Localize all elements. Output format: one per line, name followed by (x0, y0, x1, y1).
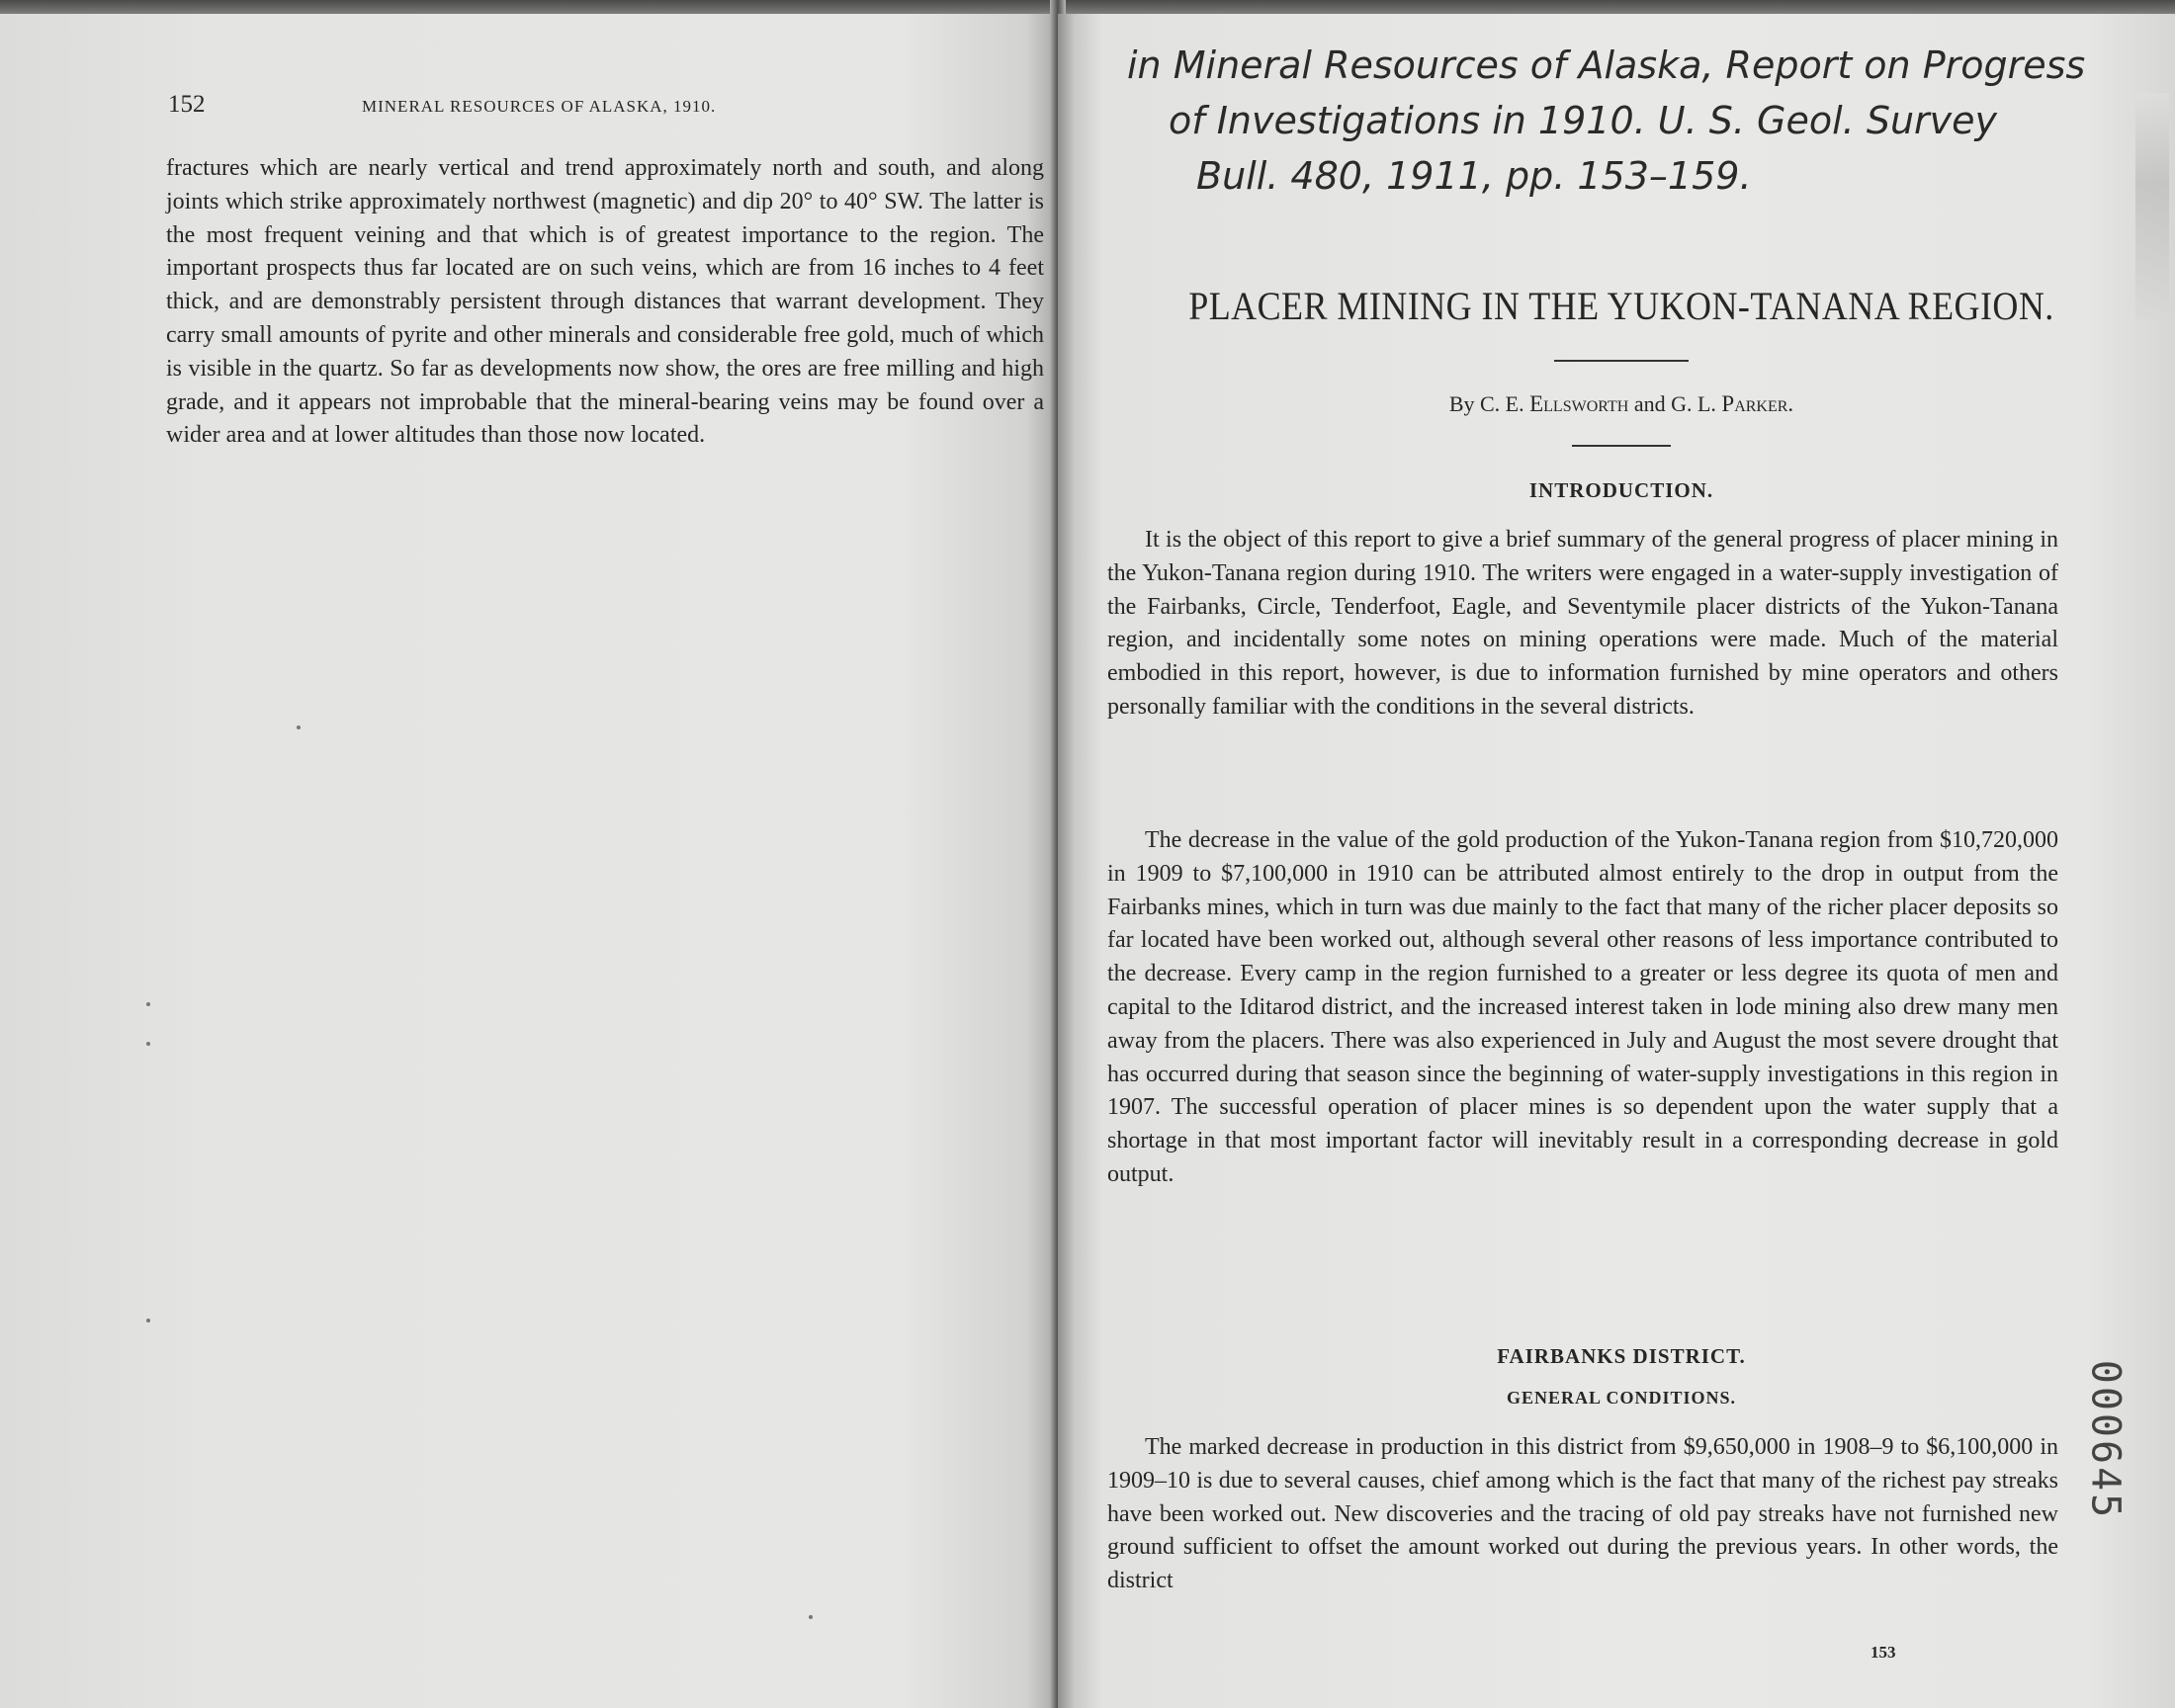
byline-joiner: and G. L. (1633, 391, 1716, 416)
handwritten-note-line-3: Bull. 480, 1911, pp. 153–159. (1196, 154, 1752, 198)
author-parker: Parker. (1721, 391, 1794, 416)
scan-speck (146, 1002, 150, 1006)
right-page (1058, 14, 2175, 1708)
scan-speck (146, 1042, 150, 1046)
fairbanks-district-heading: FAIRBANKS DISTRICT. (1497, 1344, 1746, 1368)
introduction-heading: INTRODUCTION. (1528, 478, 1714, 502)
left-page (0, 14, 1058, 1708)
byline-rule (1572, 445, 1671, 447)
handwritten-note-line-2: of Investigations in 1910. U. S. Geol. Survey (1169, 99, 1998, 142)
general-conditions-heading: GENERAL CONDITIONS. (1506, 1388, 1737, 1408)
left-running-head (168, 91, 890, 130)
stamp-number-text: 000645 (2082, 1359, 2129, 1521)
title-rule (1554, 360, 1689, 362)
scan-speck (809, 1615, 813, 1619)
left-continuation-paragraph: fractures which are nearly vertical and trend approximately north and south, and along joints which strike approximately northwest (magnetic) and dip 20° to 40° SW. The latter is the most frequent veining and that which is of greatest importance to the region. The important prospects thus far located are on such veins, which are from 16 inches to 4 feet thick, and are demonstrably persistent through distances that warrant development. They carry small amounts of pyrite and other minerals and considerable free gold, much of which is visible in the quartz. So far as developments now show, the ores are free milling and high grade, and it appears not improbable that the mineral-bearing veins may be found over a wider area and at lower altitudes than those now located. (166, 155, 1044, 449)
byline-prefix: By C. E. (1448, 391, 1524, 416)
district-paragraph: The marked decrease in production in this district from $9,650,000 in 1908–9 to $6,100,000 in 1909–10 is due to several causes, chief among which is the fact that many of the richest pay streaks have been worked out. New discoveries and the tracing of old pay streaks have not furnished new ground sufficient to offset the amount worked out during the previous years. In other words, the district (1107, 1434, 2058, 1594)
byline (1127, 391, 2116, 417)
article-title: PLACER MINING IN THE YUKON-TANANA REGION. (1188, 284, 2054, 328)
scan-edge-mark (2135, 93, 2169, 320)
intro-paragraph-2: The decrease in the value of the gold production of the Yukon-Tanana region from $10,720,000 in 1909 to $7,100,000 in 1910 can be attributed almost entirely to the drop in output from the Fairbanks mines, which in turn was due mainly to the fact that many of the richer placer deposits so far located have been worked out, although several other reasons of less importance contributed to the decrease. Every camp in the region furnished to a greater or less degree its quota of men and capital to the Iditarod district, and the increased interest taken in lode mining also drew many men away from the placers. There was also experienced in July and August the most severe drought that has occurred during that season since the beginning of water-supply investigations in this region in 1907. The successful operation of placer mines is so dependent upon the water supply that a shortage in that most important factor will inevitably result in a corresponding decrease in gold output. (1107, 827, 2058, 1187)
left-page-number: 152 (168, 91, 206, 118)
scan-speck (297, 726, 301, 729)
intro-paragraph-1: It is the object of this report to give a brief summary of the general progress of placer mining in the Yukon-Tanana region during 1910. The writers were engaged in a water-supply investigation of the Fairbanks, Circle, Tenderfoot, Eagle, and Seventymile placer districts of the Yukon-Tanana region, and incidentally some notes on mining operations were made. Much of the material embodied in this report, however, is due to information furnished by mine operators and others personally familiar with the conditions in the several districts. (1107, 527, 2058, 720)
handwritten-note-line-1: in Mineral Resources of Alaska, Report on Progress (1127, 43, 2086, 87)
scan-speck (146, 1319, 150, 1323)
archive-stamp-number (2082, 1330, 2153, 1548)
running-title: MINERAL RESOURCES OF ALASKA, 1910. (362, 97, 717, 116)
right-page-number: 153 (1870, 1643, 1896, 1662)
author-ellsworth: Ellsworth (1529, 391, 1629, 416)
